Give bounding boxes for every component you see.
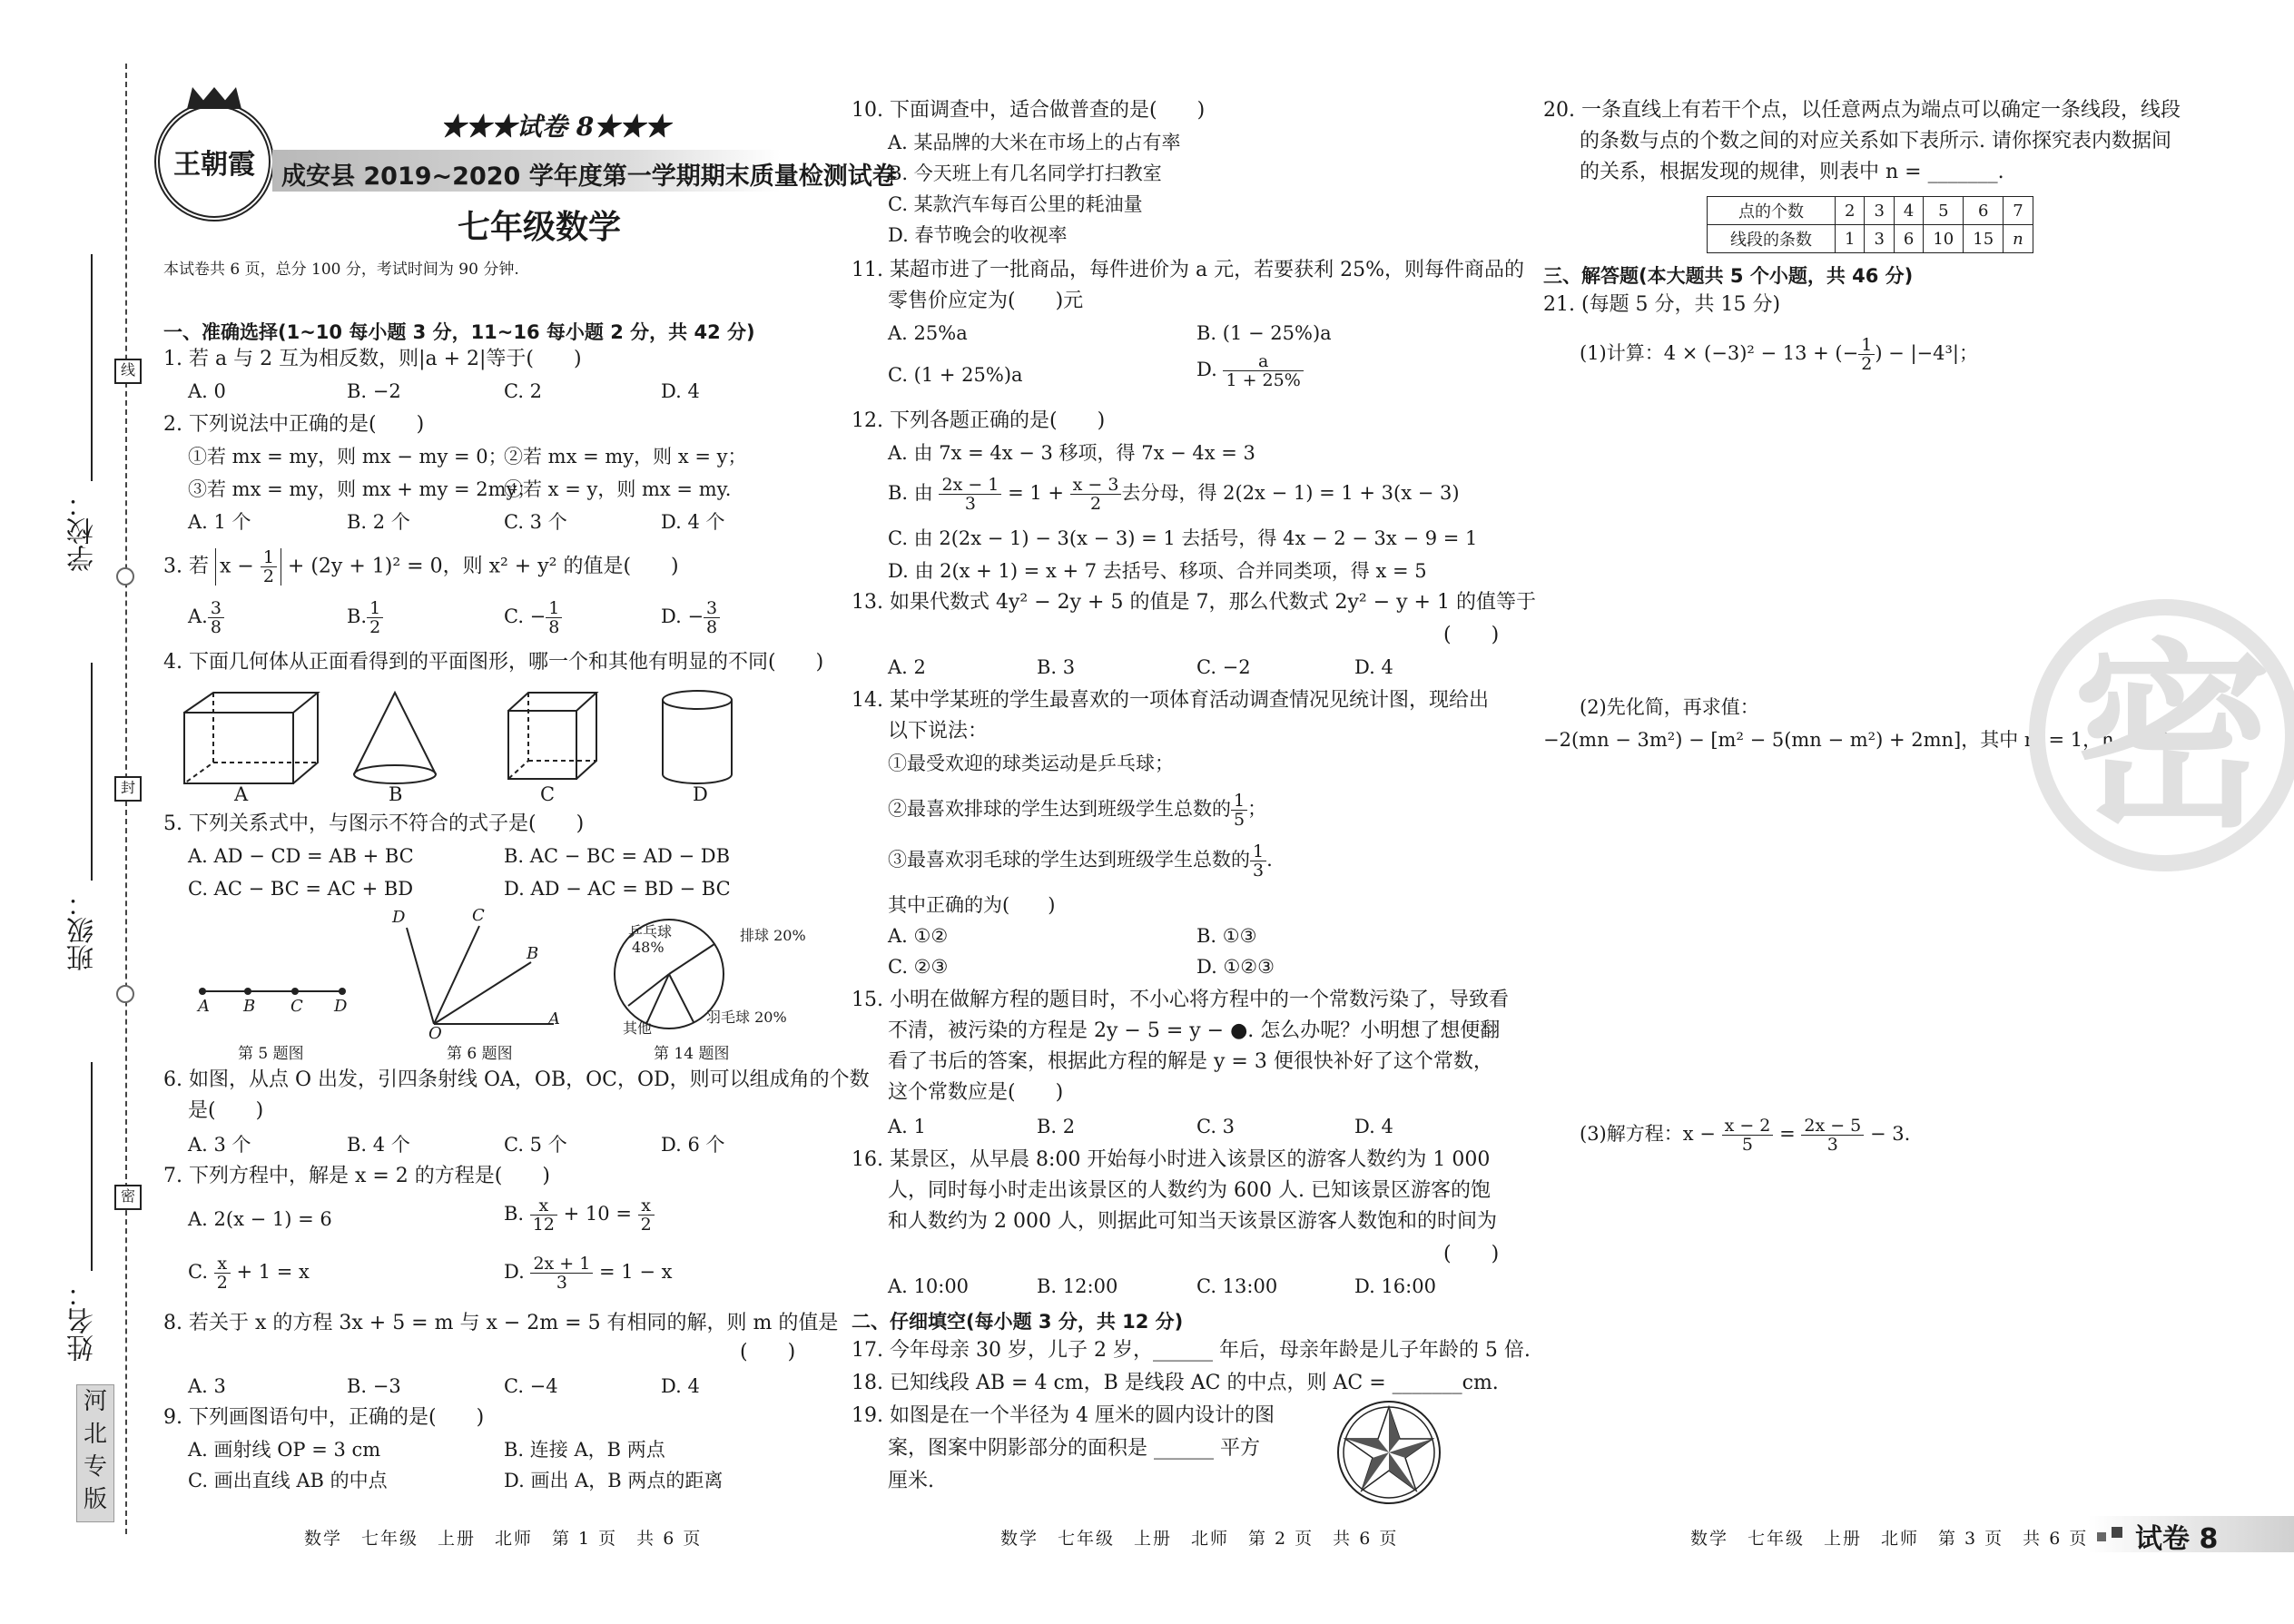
table-row: 点的个数 2 3 4 5 6 7 (1708, 197, 2033, 225)
q2-option-a: A. 1 个 (188, 511, 251, 533)
q14-line2: 以下说法： (888, 720, 989, 743)
q16-line2: 人，同时每小时走出该景区的人数约为 600 人. 已知该景区游客的饱 (888, 1179, 1491, 1202)
q6-line2: 是( ) (188, 1099, 264, 1122)
q18: 18. 已知线段 AB = 4 cm，B 是线段 AC 的中点，则 AC = _______cm. (852, 1372, 1499, 1394)
q8-line1: 8. 若关于 x 的方程 3x + 5 = m 与 x − 2m = 5 有相同的解，则 m 的值是 (163, 1312, 839, 1334)
crown-icon (187, 87, 241, 109)
q4-solids-figure (177, 685, 758, 790)
fig6-label-o: O (428, 1024, 442, 1043)
q12-option-b: B. 由 $\frac{2x - 1}{3}$ = 1 + $\frac{x - 3}{2}$ 去分母，得 2(2x − 1) = 1 + 3(x − 3) (888, 475, 1460, 514)
fig14-label-volleyball: 排球 20% (740, 927, 806, 944)
q13-option-c: C. −2 (1196, 656, 1251, 678)
fig6-label-b: B (527, 944, 539, 963)
q7-option-d: D. $\frac{2x + 1}{3}$ = 1 − x (504, 1254, 673, 1293)
q2: 2. 下列说法中正确的是( ) (163, 413, 425, 436)
q19-star-circle-figure (1334, 1398, 1443, 1507)
q14-line1: 14. 某中学某班的学生最喜欢的一项体育活动调查情况见统计图，现给出 (852, 689, 1489, 712)
corner-tag-squares (2112, 1527, 2122, 1538)
fig6-caption: 第 6 题图 (447, 1045, 513, 1063)
logo (154, 102, 274, 221)
q20-line3: 的关系，根据发现的规律，则表中 n = _______. (1580, 161, 2004, 183)
fig5-caption: 第 5 题图 (238, 1045, 304, 1063)
q6-option-c: C. 5 个 (504, 1134, 567, 1156)
section-1-heading: 一、准确选择(1~10 每小题 3 分，11~16 每小题 2 分，共 42 分) (163, 321, 755, 343)
q6-option-b: B. 4 个 (347, 1134, 410, 1156)
q14-option-a: A. ①② (888, 925, 949, 947)
q5: 5. 下列关系式中，与图示不符合的式子是( ) (163, 812, 585, 835)
q14-option-c: C. ②③ (888, 956, 949, 978)
fig14-label-pingpong: 乒乓球 (628, 923, 673, 940)
q2-statement-1: ①若 mx = my，则 mx − my = 0； (188, 446, 507, 468)
q21-part2-line2: −2(mn − 3m²) − [m² − 5(mn − m²) + 2mn]，其中 m = 1，n = −2； (1543, 729, 2190, 751)
secret-stamp (2029, 599, 2294, 871)
q5-option-d: D. AD − AC = BD − BC (504, 878, 731, 900)
q4-label-a: A (234, 783, 249, 805)
name-label: 姓名： (67, 1280, 99, 1362)
q15-option-b: B. 2 (1037, 1116, 1076, 1137)
q5-option-b: B. AC − BC = AD − DB (504, 845, 731, 867)
q13-option-d: D. 4 (1354, 656, 1393, 678)
footer-page-3: 数学 七年级 上册 北师 第 3 页 共 6 页 (1690, 1529, 2089, 1549)
q16-option-a: A. 10:00 (888, 1275, 970, 1297)
q14-option-b: B. ①③ (1196, 925, 1257, 947)
school-underline (91, 254, 93, 481)
q9-option-a: A. 画射线 OP = 3 cm (188, 1439, 381, 1461)
q1-option-c: C. 2 (504, 380, 543, 402)
q6-option-a: A. 3 个 (188, 1134, 251, 1156)
fig5-point-c: C (290, 997, 303, 1016)
stamp-text: 密 (2072, 622, 2273, 854)
logo-text: 王朝霞 (173, 149, 255, 181)
q3-option-d: D. − $\frac{3}{8}$ (661, 599, 720, 636)
q20-line2: 的条数与点的个数之间的对应关系如下表所示. 请你探究表内数据间 (1580, 130, 2171, 153)
q8-option-a: A. 3 (188, 1375, 226, 1397)
q8-option-d: D. 4 (661, 1375, 700, 1397)
name-underline (91, 1062, 93, 1271)
table-header: 线段的条数 (1708, 225, 1836, 253)
q12-option-d: D. 由 2(x + 1) = x + 7 去括号、移项、合并同类项，得 x = 5 (888, 560, 1427, 582)
q16-option-b: B. 12:00 (1037, 1275, 1118, 1297)
q2-statement-3: ③若 mx = my，则 mx + my = 2my； (188, 478, 537, 500)
q2-statement-4: ④若 x = y，则 mx = my. (504, 478, 732, 500)
q3-option-a: A. $\frac{3}{8}$ (188, 599, 224, 636)
q12: 12. 下列各题正确的是( ) (852, 409, 1106, 432)
q21: 21. (每题 5 分，共 15 分) (1543, 293, 1781, 316)
q16-line1: 16. 某景区，从早晨 8:00 开始每小时进入该景区的游客人数约为 1 000 (852, 1148, 1491, 1171)
q6-line1: 6. 如图，从点 O 出发，引四条射线 OA，OB，OC，OD，则可以组成角的个数 (163, 1068, 870, 1091)
q12-option-c: C. 由 2(2x − 1) − 3(x − 3) = 1 去括号，得 4x − 2 − 3x − 9 = 1 (888, 527, 1478, 549)
q11-option-c: C. (1 + 25%)a (888, 364, 1023, 386)
q13-option-b: B. 3 (1037, 656, 1076, 678)
q15-option-a: A. 1 (888, 1116, 926, 1137)
q13-option-a: A. 2 (888, 656, 926, 678)
q7-option-a: A. 2(x − 1) = 6 (188, 1208, 332, 1230)
fig5-segment (195, 980, 350, 1008)
q17: 17. 今年母亲 30 岁，儿子 2 岁，______ 年后，母亲年龄是儿子年龄的 5 倍. (852, 1339, 1531, 1362)
q7: 7. 下列方程中，解是 x = 2 的方程是( ) (163, 1165, 550, 1187)
class-underline (91, 663, 93, 881)
region-tag: 河 北 专 版 (76, 1384, 114, 1522)
binding-hole-icon (116, 567, 134, 586)
q10-option-c: C. 某款汽车每百公里的耗油量 (888, 193, 1143, 215)
q11-option-b: B. (1 − 25%)a (1196, 322, 1332, 344)
seal-mark-line: 线 (114, 359, 142, 384)
fig6-label-c: C (472, 906, 485, 925)
class-label: 班级： (67, 890, 99, 971)
q2-option-c: C. 3 个 (504, 511, 567, 533)
q7-option-c: C. $\frac{x}{2}$ + 1 = x (188, 1254, 310, 1293)
q10-option-b: B. 今天班上有几名同学打扫教室 (888, 162, 1162, 184)
q11-option-d: D. $\frac{a}{1 + 25\%}$ (1196, 352, 1304, 389)
q13: 13. 如果代数式 4y² − 2y + 5 的值是 7，那么代数式 2y² − y + 1 的值等于 (852, 591, 1536, 614)
fig6-label-a: A (548, 1009, 560, 1029)
q4-label-d: D (693, 783, 708, 805)
q12-option-a: A. 由 7x = 4x − 3 移项，得 7x − 4x = 3 (888, 442, 1255, 464)
q15-line1: 15. 小明在做解方程的题目时，不小心将方程中的一个常数污染了，导致看 (852, 989, 1509, 1011)
q6-option-d: D. 6 个 (661, 1134, 725, 1156)
footer-page-2: 数学 七年级 上册 北师 第 2 页 共 6 页 (1000, 1529, 1399, 1549)
q15-line3: 看了书后的答案，根据此方程的解是 y = 3 便很快补好了这个常数， (888, 1050, 1493, 1073)
q16-option-c: C. 13:00 (1196, 1275, 1278, 1297)
footer-page-1: 数学 七年级 上册 北师 第 1 页 共 6 页 (304, 1529, 703, 1549)
q4-label-b: B (389, 783, 403, 805)
q11-option-a: A. 25%a (888, 322, 968, 344)
q1-option-a: A. 0 (188, 380, 226, 402)
q21-part3: (3)解方程：x − $\frac{x - 2}{5}$ = $\frac{2x - 5}{3}$ − 3. (1580, 1116, 1911, 1155)
paper-tag: ★★★试卷 8★★★ (440, 112, 671, 142)
fig14-caption: 第 14 题图 (654, 1045, 730, 1063)
fig5-point-a: A (198, 997, 210, 1016)
q9-option-c: C. 画出直线 AB 的中点 (188, 1470, 388, 1491)
section-2-heading: 二、仔细填空(每小题 3 分，共 12 分) (852, 1311, 1184, 1333)
fig6-label-d: D (392, 908, 406, 927)
q19-line2: 案，图案中阴影部分的面积是 ______ 平方 (888, 1437, 1260, 1460)
instructions: 本试卷共 6 页，总分 100 分，考试时间为 90 分钟. (163, 261, 519, 279)
q9-option-b: B. 连接 A，B 两点 (504, 1439, 665, 1461)
q3-option-b: B. $\frac{1}{2}$ (347, 599, 383, 636)
q3-option-c: C. − $\frac{1}{8}$ (504, 599, 562, 636)
q2-option-b: B. 2 个 (347, 511, 410, 533)
q10-option-a: A. 某品牌的大米在市场上的占有率 (888, 132, 1181, 153)
q14-option-d: D. ①②③ (1196, 956, 1275, 978)
points-segments-table (1707, 196, 2033, 253)
q14-statement-2: ②最喜欢排球的学生达到班级学生总数的 $\frac{1}{5}$ ； (888, 791, 1267, 830)
q15-line4: 这个常数应是( ) (888, 1081, 1064, 1104)
fig14-label-other: 其他 (623, 1019, 653, 1037)
q19-line3: 厘米. (888, 1470, 934, 1492)
section-3-heading: 三、解答题(本大题共 5 个小题，共 46 分) (1543, 265, 1914, 287)
q9: 9. 下列画图语句中，正确的是( ) (163, 1406, 485, 1429)
q8-option-b: B. −3 (347, 1375, 401, 1397)
q10: 10. 下面调查中，适合做普查的是( ) (852, 99, 1206, 122)
fig5-point-b: B (243, 997, 256, 1016)
q11-line2: 零售价应定为( )元 (888, 290, 1084, 312)
q5-option-c: C. AC − BC = AC + BD (188, 878, 414, 900)
q10-option-d: D. 春节晚会的收视率 (888, 224, 1068, 246)
q9-option-d: D. 画出 A，B 两点的距离 (504, 1470, 724, 1491)
q5-option-a: A. AD − CD = AB + BC (188, 845, 414, 867)
fig14-label-pingpong-pct: 48% (632, 939, 665, 956)
seal-mark-secret: 密 (114, 1185, 142, 1210)
q15-line2: 不清，被污染的方程是 2y − 5 = y − ●. 怎么办呢？小明想了想便翻 (888, 1019, 1501, 1042)
q11-line1: 11. 某超市进了一批商品，每件进价为 a 元，若要获利 25%，则每件商品的 (852, 259, 1524, 281)
abs-value-expression: x − $\frac{1}{2}$ (215, 548, 281, 586)
q14-statement-1: ①最受欢迎的球类运动是乒乓球； (888, 753, 1174, 774)
binding-strip (36, 254, 118, 1398)
q16-option-d: D. 16:00 (1354, 1275, 1436, 1297)
q14-question: 其中正确的为( ) (888, 894, 1056, 916)
q1-option-b: B. −2 (347, 380, 401, 402)
q7-option-b: B. $\frac{x}{12}$ + 10 = $\frac{x}{2}$ (504, 1196, 655, 1234)
table-header: 点的个数 (1708, 197, 1836, 225)
seal-mark-seal: 封 (114, 776, 142, 802)
school-label: 学校： (67, 490, 99, 572)
q15-option-d: D. 4 (1354, 1116, 1393, 1137)
q2-option-d: D. 4 个 (661, 511, 725, 533)
corner-tag: 试卷 8 (2135, 1523, 2219, 1555)
fig14-label-badminton: 羽毛球 20% (706, 1009, 787, 1026)
q13-answer-paren: ( ) (1443, 624, 1500, 646)
q21-part1: (1)计算：4 × (−3)² − 13 + (− $\frac{1}{2}$ ) − |−4³|； (1580, 335, 1978, 374)
q21-part2-line1: (2)先化简，再求值： (1580, 696, 1759, 718)
q14-statement-3: ③最喜欢羽毛球的学生达到班级学生总数的 $\frac{1}{3}$ . (888, 842, 1273, 881)
q8-option-c: C. −4 (504, 1375, 558, 1397)
subject-title: 七年级数学 (458, 209, 622, 246)
exam-title: 成安县 2019~2020 学年度第一学期期末质量检测试卷 (281, 162, 897, 191)
q4-label-c: C (540, 783, 556, 805)
q1: 1. 若 a 与 2 互为相反数，则|a + 2|等于( ) (163, 348, 582, 370)
q1-option-d: D. 4 (661, 380, 700, 402)
q19-line1: 19. 如图是在一个半径为 4 厘米的圆内设计的图 (852, 1404, 1275, 1427)
q8-answer-paren: ( ) (740, 1341, 796, 1363)
binding-hole-icon (116, 985, 134, 1003)
q20-line1: 20. 一条直线上有若干个点，以任意两点为端点可以确定一条线段，线段 (1543, 99, 2181, 122)
q2-statement-2: ②若 mx = my，则 x = y； (504, 446, 747, 468)
corner-tag-squares (2097, 1532, 2106, 1541)
q4: 4. 下面几何体从正面看得到的平面图形，哪一个和其他有明显的不同( ) (163, 651, 824, 674)
q15-option-c: C. 3 (1196, 1116, 1236, 1137)
fig6-rays (399, 917, 572, 1035)
q16-line3: 和人数约为 2 000 人，则据此可知当天该景区游客人数饱和的时间为 (888, 1210, 1497, 1233)
fig5-point-d: D (334, 997, 348, 1016)
q3: 3. 若 x − $\frac{1}{2}$ + (2y + 1)² = 0，则 x² + y² 的值是( ) (163, 547, 679, 586)
table-row: 线段的条数 1 3 6 10 15 n (1708, 225, 2033, 253)
q16-answer-paren: ( ) (1443, 1243, 1500, 1265)
